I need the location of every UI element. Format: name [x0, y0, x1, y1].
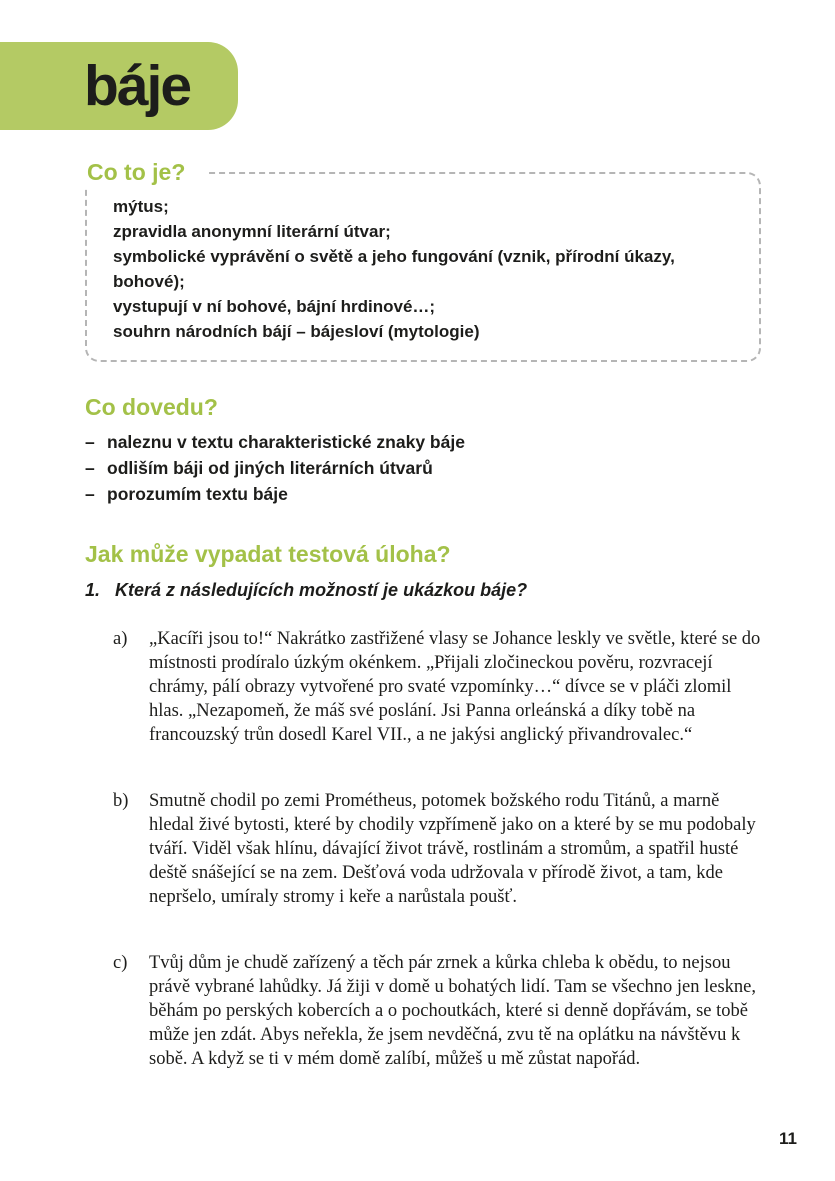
option-text: „Kacíři jsou to!“ Nakrátko zastřižené vlasy se Johance leskly ve světle, které se do místnosti prodíralo úzkým okénkem. „Přijali zločineckou pověru, rozvracejí chrámy, pálí obrazy vytvořené pro svaté vzpomínky…“ dívce se v pláči zlomil hlas. „Nezapomeň, že máš své poslání. Jsi Panna orleánská a díky tobě na francouzský trůn dosedl Karel VII., a ne jakýsi anglický přivandrovalec.“	[149, 628, 761, 745]
chapter-title: báje	[84, 53, 191, 118]
option-c	[85, 951, 761, 1071]
page-content	[85, 148, 761, 1071]
option-b	[85, 789, 761, 909]
question-number: 1.	[85, 579, 101, 600]
section-heading-skills: Co dovedu?	[85, 394, 218, 420]
definition-item: mýtus;	[113, 197, 169, 216]
definition-item: vystupují v ní bohové, bájní hrdinové…;	[113, 297, 436, 316]
page-number: 11	[779, 1129, 797, 1148]
answer-options	[85, 627, 761, 1071]
question-line	[85, 578, 761, 602]
definition-item: symbolické vyprávění o světě a jeho fungování (vznik, přírodní úkazy, bohové);	[113, 247, 675, 291]
option-text: Tvůj dům je chudě zařízený a těch pár zrnek a kůrka chleba k obědu, to nejsou právě vybrané lahůdky. Já žiji v domě u bohatých lidí. Tam se všechno jen leskne, běhám po perských kobercích a o pochoutkách, které si denně dopřávám, se tobě může jen zdát. Abys neřekla, že jsem nevděčná, zvu tě na oplátku na návštěvu k sobě. A když se ti v mém domě zalíbí, můžeš u mě zůstat napořád.	[149, 952, 756, 1069]
definition-item: souhrn národních bájí – bájesloví (mytologie)	[113, 322, 480, 341]
option-text: Smutně chodil po zemi Prométheus, potomek božského rodu Titánů, a marně hledal živé bytosti, které by chodily vzpřímeně jako on a které by se mu podobaly tváří. Viděl však hlínu, dávající život trávě, rostlinám a stromům, a spatřil husté deště snášející se na zem. Dešťová voda udržovala v přírodě život, a tam, kde nepršelo, umíraly stromy i keře a narůstala poušť.	[149, 790, 756, 907]
chapter-banner	[0, 42, 238, 130]
option-label: b)	[113, 790, 129, 811]
definition-box	[85, 159, 761, 362]
option-label: c)	[113, 952, 128, 973]
list-item-text: porozumím textu báje	[107, 484, 288, 505]
list-item-text: odliším báji od jiných literárních útvarů	[107, 458, 433, 479]
list-item	[85, 481, 761, 507]
dash-marker: –	[85, 458, 95, 479]
dash-marker: –	[85, 432, 95, 453]
option-label: a)	[113, 628, 128, 649]
section-heading-test-task: Jak může vypadat testová úloha?	[85, 541, 451, 568]
skills-list	[85, 429, 761, 507]
list-item	[85, 429, 761, 455]
question-text: Která z následujících možností je ukázkou báje?	[115, 579, 528, 600]
list-item-text: naleznu v textu charakteristické znaky báje	[107, 432, 465, 453]
option-a	[85, 627, 761, 747]
section-heading-what-is-it: Co to je?	[81, 159, 207, 188]
list-item	[85, 455, 761, 481]
dash-marker: –	[85, 484, 95, 505]
skills-section	[85, 394, 761, 507]
definition-item: zpravidla anonymní literární útvar;	[113, 222, 391, 241]
